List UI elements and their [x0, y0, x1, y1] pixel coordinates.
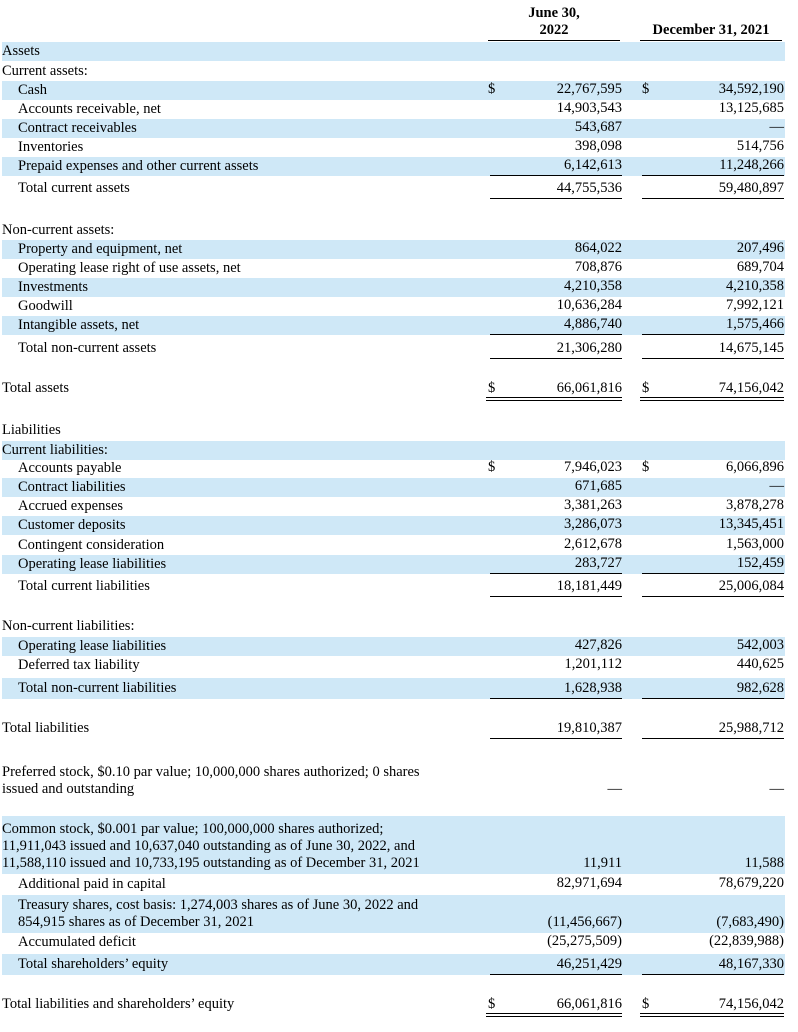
value-june-2022: (25,275,509)	[547, 933, 622, 949]
row-label-line: issued and outstanding	[2, 781, 135, 797]
row-total-non-current-assets	[2, 338, 785, 359]
row-label: Additional paid in capital	[18, 876, 166, 892]
row-label-line: 11,588,110 issued and 10,733,195 outstanding as of December 31, 2021	[2, 855, 420, 871]
row-label: Total current liabilities	[18, 578, 150, 594]
column-header-june-line2: 2022	[539, 22, 569, 38]
value-december-2021: 440,625	[736, 656, 784, 672]
row-contract-liabilities	[2, 478, 785, 497]
value-december-2021: 6,066,896	[726, 459, 784, 475]
column-header-june-rule	[488, 40, 620, 41]
row-label: Current assets:	[2, 63, 88, 79]
row-label: Accounts receivable, net	[18, 101, 161, 117]
value-june-2022: 22,767,595	[556, 81, 622, 97]
value-december-2021: 74,156,042	[642, 380, 784, 396]
row-label: Current liabilities:	[2, 442, 108, 458]
row-label: Contract receivables	[18, 120, 137, 136]
value-december-2021: 59,480,897	[642, 180, 784, 196]
row-label: Contract liabilities	[18, 479, 126, 495]
row-label: Total non-current liabilities	[18, 680, 177, 696]
row-total-current-liabilities	[2, 576, 785, 597]
value-june-2022: 4,886,740	[490, 316, 622, 332]
row-total-liabilities-and-shareholders-equit	[2, 994, 785, 1015]
row-label: Total liabilities and shareholders’ equity	[2, 996, 235, 1012]
row-label: Inventories	[18, 139, 84, 155]
row-label: Investments	[18, 279, 89, 295]
row-label-line: 854,915 shares as of December 31, 2021	[18, 914, 254, 930]
value-december-2021: 13,345,451	[718, 516, 784, 532]
value-june-2022: 864,022	[574, 240, 622, 256]
row-additional-paid-in-capital	[2, 875, 785, 894]
row-label: Contingent consideration	[18, 537, 165, 553]
value-june-2022: 543,687	[574, 119, 622, 135]
row-preferred-stock-0-10-par-value-10-000-00	[2, 760, 785, 800]
value-december-2021: 3,878,278	[726, 497, 784, 513]
value-december-2021: 1,563,000	[726, 536, 784, 552]
value-december-2021: 1,575,466	[642, 316, 784, 332]
row-accounts-payable	[2, 459, 785, 478]
value-december-2021: 207,496	[736, 240, 784, 256]
value-december-2021: 689,704	[736, 259, 784, 275]
row-operating-lease-liabilities	[2, 555, 785, 574]
value-december-2021: —	[769, 478, 784, 494]
row-label: Assets	[2, 43, 40, 59]
row-total-assets	[2, 378, 785, 399]
value-december-2021: —	[769, 781, 784, 797]
value-june-2022: 3,286,073	[564, 516, 622, 532]
row-label	[2, 760, 420, 800]
value-december-2021: 11,248,266	[642, 157, 784, 173]
value-december-2021: 34,592,190	[718, 81, 784, 97]
value-june-2022: 14,903,543	[556, 100, 622, 116]
row-label: Total non-current assets	[18, 340, 157, 356]
value-december-2021: (22,839,988)	[709, 933, 784, 949]
row-prepaid-expenses-and-other-current-asset	[2, 157, 785, 176]
dollar-sign: $	[488, 81, 496, 97]
value-december-2021: 11,588	[744, 855, 784, 871]
row-label: Goodwill	[18, 298, 73, 314]
value-june-2022: 19,810,387	[490, 720, 622, 736]
row-total-shareholders-equity	[2, 954, 785, 975]
value-june-2022: 3,381,263	[564, 497, 622, 513]
row-label: Accrued expenses	[18, 498, 124, 514]
value-december-2021: 48,167,330	[642, 956, 784, 972]
row-non-current-liabilities	[2, 617, 785, 636]
row-label: Non-current assets:	[2, 222, 115, 238]
row-label	[18, 895, 418, 933]
row-assets	[2, 42, 785, 61]
value-december-2021: 542,003	[736, 637, 784, 653]
row-label: Deferred tax liability	[18, 657, 140, 673]
row-label: Prepaid expenses and other current assets	[18, 158, 259, 174]
row-accounts-receivable-net	[2, 100, 785, 119]
row-goodwill	[2, 297, 785, 316]
row-deferred-tax-liability	[2, 656, 785, 675]
value-december-2021: (7,683,490)	[716, 914, 784, 930]
value-december-2021: 13,125,685	[718, 100, 784, 116]
row-label: Accounts payable	[18, 460, 122, 476]
row-operating-lease-liabilities	[2, 637, 785, 656]
value-december-2021: 4,210,358	[726, 278, 784, 294]
row-label: Liabilities	[2, 422, 61, 438]
value-june-2022: 398,098	[574, 138, 622, 154]
row-label: Intangible assets, net	[18, 317, 140, 333]
value-june-2022: 46,251,429	[490, 956, 622, 972]
row-label: Cash	[18, 82, 47, 98]
row-total-non-current-liabilities	[2, 678, 785, 699]
column-header-december-2021: December 31, 2021	[652, 22, 770, 38]
row-label: Customer deposits	[18, 517, 126, 533]
row-label: Total current assets	[18, 180, 130, 196]
row-label: Property and equipment, net	[18, 241, 183, 257]
row-label-line: Preferred stock, $0.10 par value; 10,000,000 shares authorized; 0 shares	[2, 764, 420, 780]
row-label: Operating lease liabilities	[18, 638, 167, 654]
value-june-2022: —	[607, 781, 622, 797]
value-december-2021: 152,459	[642, 555, 784, 571]
row-non-current-assets	[2, 221, 785, 240]
row-total-current-assets	[2, 178, 785, 199]
row-cash	[2, 81, 785, 100]
dollar-sign: $	[488, 459, 496, 475]
value-june-2022: 18,181,449	[490, 578, 622, 594]
value-june-2022: 708,876	[574, 259, 622, 275]
value-december-2021: 25,988,712	[642, 720, 784, 736]
dollar-sign: $	[488, 996, 496, 1012]
value-december-2021: 78,679,220	[718, 875, 784, 891]
row-label: Operating lease right of use assets, net	[18, 260, 241, 276]
row-total-liabilities	[2, 718, 785, 739]
row-accrued-expenses	[2, 497, 785, 516]
value-december-2021: 74,156,042	[642, 996, 784, 1012]
value-june-2022: 66,061,816	[490, 380, 622, 396]
row-label-line: 11,911,043 issued and 10,637,040 outstanding as of June 30, 2022, and	[2, 838, 415, 854]
value-june-2022: (11,456,667)	[547, 914, 622, 930]
value-june-2022: 82,971,694	[556, 875, 622, 891]
value-december-2021: —	[769, 119, 784, 135]
value-december-2021: 982,628	[642, 680, 784, 696]
value-june-2022: 7,946,023	[564, 459, 622, 475]
row-label-line: Common stock, $0.001 par value; 100,000,000 shares authorized;	[2, 821, 384, 837]
value-june-2022: 671,685	[574, 478, 622, 494]
value-december-2021: 514,756	[736, 138, 784, 154]
row-contract-receivables	[2, 119, 785, 138]
row-intangible-assets-net	[2, 316, 785, 335]
row-current-assets	[2, 62, 785, 81]
row-liabilities	[2, 421, 785, 440]
value-june-2022: 2,612,678	[564, 536, 622, 552]
row-treasury-shares-cost-basis-1-274-003-sha	[2, 895, 785, 933]
value-june-2022: 6,142,613	[490, 157, 622, 173]
dollar-sign: $	[642, 996, 650, 1012]
value-june-2022: 1,628,938	[490, 680, 622, 696]
dollar-sign: $	[488, 380, 496, 396]
value-december-2021: 25,006,084	[642, 578, 784, 594]
dollar-sign: $	[642, 380, 650, 396]
value-june-2022: 44,755,536	[490, 180, 622, 196]
row-property-and-equipment-net	[2, 240, 785, 259]
row-label: Total shareholders’ equity	[18, 956, 169, 972]
row-label	[2, 816, 420, 874]
row-label: Accumulated deficit	[18, 934, 136, 950]
dollar-sign: $	[642, 81, 650, 97]
value-june-2022: 21,306,280	[490, 340, 622, 356]
row-label: Total assets	[2, 380, 70, 396]
value-june-2022: 283,727	[490, 555, 622, 571]
value-june-2022: 4,210,358	[564, 278, 622, 294]
dollar-sign: $	[642, 459, 650, 475]
value-june-2022: 10,636,284	[556, 297, 622, 313]
row-inventories	[2, 138, 785, 157]
value-december-2021: 7,992,121	[726, 297, 784, 313]
row-label: Total liabilities	[2, 720, 90, 736]
row-label: Non-current liabilities:	[2, 618, 135, 634]
column-header-june-line1: June 30,	[528, 5, 580, 21]
value-june-2022: 1,201,112	[564, 656, 622, 672]
value-december-2021: 14,675,145	[642, 340, 784, 356]
value-june-2022: 11,911	[583, 855, 622, 871]
row-label-line: Treasury shares, cost basis: 1,274,003 shares as of June 30, 2022 and	[18, 897, 419, 913]
row-current-liabilities	[2, 441, 785, 460]
value-june-2022: 427,826	[574, 637, 622, 653]
row-investments	[2, 278, 785, 297]
row-contingent-consideration	[2, 536, 785, 555]
column-header-june-2022	[488, 5, 620, 39]
column-header-december-rule	[640, 40, 782, 41]
row-customer-deposits	[2, 516, 785, 535]
row-label: Operating lease liabilities	[18, 556, 167, 572]
value-june-2022: 66,061,816	[490, 996, 622, 1012]
row-accumulated-deficit	[2, 933, 785, 952]
row-common-stock-0-001-par-value-100-000-000	[2, 816, 785, 874]
row-operating-lease-right-of-use-assets-net	[2, 259, 785, 278]
